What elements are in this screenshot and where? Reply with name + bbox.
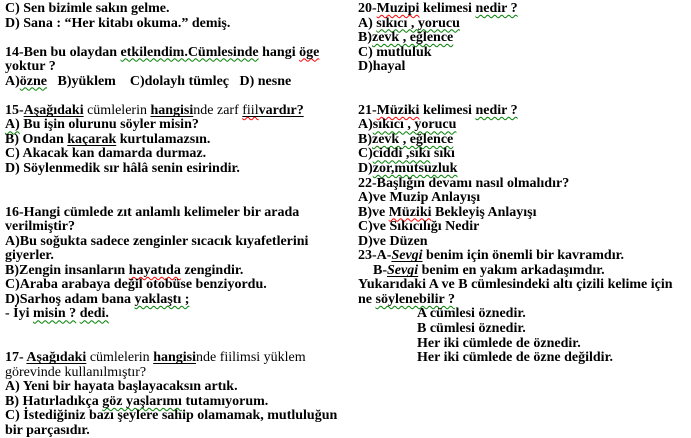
- text-segment: zevk , eğlence: [372, 30, 454, 46]
- text-segment: hangi: [258, 44, 300, 60]
- blank-line: [5, 337, 357, 352]
- text-segment: Her iki cümlede de özne değildir.: [417, 350, 613, 366]
- question-20-option-b: [358, 31, 691, 46]
- question-13-option-d: [5, 17, 357, 32]
- text-segment: zengindir.: [180, 262, 244, 278]
- text-segment: D)hayal: [358, 59, 406, 75]
- text-segment: etkilendim.Cümlesinde: [120, 44, 259, 60]
- question-17-stem-line-1: [5, 351, 357, 366]
- question-15-option-c: [5, 147, 357, 162]
- text-segment: özne: [19, 73, 47, 89]
- text-segment: 21-: [358, 102, 377, 118]
- text-segment: göz yaşlarımı: [102, 393, 182, 409]
- blank-line: [358, 89, 691, 104]
- text-segment: görevinde kullanılmıştır?: [5, 364, 147, 380]
- text-segment: ne: [358, 291, 376, 307]
- text-segment: C)Araba arabaya değil otobüse benziyordu.: [5, 277, 267, 293]
- text-segment: sıkıcı , yorucu: [376, 15, 460, 31]
- question-23-choice-3: [358, 337, 691, 352]
- question-23-choice-4: [358, 351, 691, 366]
- text-segment: Muzipi: [376, 1, 420, 16]
- text-segment: Aşağıdaki: [23, 102, 84, 118]
- question-16-option-a-line-1: [5, 235, 357, 250]
- text-segment: B): [358, 30, 372, 46]
- left-text-column: [5, 2, 357, 438]
- text-segment: C) Akacak kan damarda durmaz.: [5, 146, 207, 162]
- question-23-sentence-b: [358, 264, 691, 279]
- text-segment: C) mutluluk: [358, 44, 432, 60]
- text-segment: hangisi: [150, 102, 194, 118]
- text-segment: A)ve Muzip Anlayışı: [358, 190, 481, 206]
- text-segment: A cümlesi öznedir.: [417, 306, 526, 322]
- text-segment: Sevgi: [387, 262, 419, 278]
- question-23-choice-1: [358, 307, 691, 322]
- text-segment: 17-: [5, 350, 27, 366]
- text-segment: A) Yeni bir hayata başlayacaksın artık.: [5, 379, 238, 395]
- text-segment: D): [358, 161, 373, 177]
- text-segment: giyerler.: [5, 248, 54, 264]
- text-segment: 20-: [358, 1, 377, 16]
- text-segment: A): [358, 117, 373, 133]
- text-segment: cümlelerin: [86, 350, 154, 366]
- text-segment: nedir ?: [475, 1, 518, 16]
- question-20-option-d: [358, 60, 691, 75]
- question-14-options: [5, 75, 357, 90]
- text-segment: benim için önemli bir kavramdır.: [422, 248, 625, 264]
- text-segment: vardır?: [258, 102, 304, 118]
- question-14-stem-line-2: [5, 60, 357, 75]
- text-segment: Bu işin olurunu söyler misin?: [19, 117, 199, 133]
- question-21-option-a: [358, 118, 691, 133]
- text-segment: sıkı: [430, 146, 455, 162]
- question-22-stem: [358, 177, 691, 192]
- text-segment: D) Sana : “Her kitabı okuma.” demiş.: [5, 15, 231, 31]
- text-segment: B)yüklem C)dolaylı tümleç D) nesne: [47, 73, 292, 89]
- question-21-option-c: [358, 147, 691, 162]
- question-20-option-a: [358, 17, 691, 32]
- question-17-option-c-line-2: [5, 424, 357, 438]
- question-22-option-d: [358, 235, 691, 250]
- right-text-column: [358, 2, 691, 366]
- text-segment: sıkıcı , yorucu: [372, 117, 457, 133]
- text-segment: C) Sen bizimle sakın gelme.: [5, 1, 170, 16]
- text-segment: cümlelerin: [83, 102, 151, 118]
- question-13-option-c: [5, 2, 357, 17]
- text-segment: hangisi: [153, 350, 196, 366]
- question-22-option-b: [358, 206, 691, 221]
- text-segment: Bekleyiş Anlayışı: [431, 204, 537, 220]
- text-segment: zor,mutsuzluk: [372, 161, 458, 177]
- text-segment: nedir ?: [475, 102, 518, 118]
- text-segment: kelimesi: [419, 1, 476, 16]
- question-22-option-c: [358, 220, 691, 235]
- text-segment: verilmiştir?: [5, 219, 75, 235]
- text-segment: 16-Hangi cümlede zıt anlamlı kelimeler bir arada: [5, 204, 300, 220]
- text-segment: 14-Ben bu olaydan: [5, 44, 121, 60]
- text-segment: A)Bu soğukta sadece zenginler sıcacık kıyafetlerini: [5, 233, 309, 249]
- text-segment: nde zarf: [193, 102, 243, 118]
- text-segment: 23-A-: [358, 248, 392, 264]
- question-17-stem-line-2: [5, 366, 357, 381]
- text-segment: Aşağıdaki: [26, 350, 87, 366]
- question-23-choice-2: [358, 322, 691, 337]
- question-15-option-a: [5, 118, 357, 133]
- text-segment: B) Hatırladıkça: [5, 393, 103, 409]
- text-segment: C) İstediğiniz bazı şeylere sahip olamamak, mutluluğun: [5, 408, 338, 424]
- question-23-sentence-a: [358, 249, 691, 264]
- question-14-stem-line-1: [5, 46, 357, 61]
- text-segment: A): [5, 73, 20, 89]
- text-segment: Müziki: [388, 204, 432, 220]
- text-segment: öge: [299, 44, 320, 60]
- text-segment: yaklaştı ;: [134, 291, 190, 307]
- text-segment: - İyi: [5, 306, 33, 322]
- question-20-stem: [358, 2, 691, 17]
- text-segment: kurtulamazsın.: [116, 131, 211, 147]
- text-segment: B): [358, 131, 372, 147]
- text-segment: A): [358, 15, 377, 31]
- question-15-option-d: [5, 162, 357, 177]
- blank-line: [358, 75, 691, 90]
- text-segment: A): [5, 117, 20, 133]
- text-segment: benim en yakım arkadaşımdır.: [418, 262, 605, 278]
- text-segment: [242, 103, 258, 118]
- blank-line: [5, 322, 357, 337]
- text-segment: Sevgi: [391, 248, 423, 264]
- text-segment: nde fiilimsi yüklem: [196, 350, 306, 366]
- question-21-option-d: [358, 162, 691, 177]
- question-23-stem-line-2: [358, 293, 691, 308]
- text-segment: söylenebilir ?: [375, 291, 455, 307]
- question-17-option-a: [5, 380, 357, 395]
- blank-line: [5, 177, 357, 192]
- question-16-stem-line-1: [5, 206, 357, 221]
- text-segment: D)ve Düzen: [358, 233, 428, 249]
- question-20-option-c: [358, 46, 691, 61]
- text-segment: fiil: [242, 102, 259, 118]
- question-17-option-c-line-1: [5, 409, 357, 424]
- question-22-option-a: [358, 191, 691, 206]
- text-segment: D)Sarhoş adam bana: [5, 291, 135, 307]
- text-segment: C)ve Sıkıcılığı Nedir: [358, 219, 480, 235]
- question-16-option-d-line-2: [5, 307, 357, 322]
- text-segment: hayatıda: [128, 262, 181, 278]
- question-15-option-b: [5, 133, 357, 148]
- text-segment: kaçarak: [67, 131, 117, 147]
- text-segment: tutamıyorum.: [181, 393, 269, 409]
- question-16-option-a-line-2: [5, 249, 357, 264]
- question-15-stem: [5, 104, 357, 119]
- text-segment: Müziki: [376, 102, 420, 118]
- blank-line: [5, 191, 357, 206]
- question-21-option-b: [358, 133, 691, 148]
- question-23-stem-line-1: [358, 278, 691, 293]
- text-segment: B)ve: [358, 204, 389, 220]
- text-segment: B) Ondan: [5, 131, 68, 147]
- text-segment: B)Zengin insanların: [5, 262, 129, 278]
- blank-line: [5, 89, 357, 104]
- text-segment: 15-: [5, 102, 24, 118]
- text-segment: Her iki cümlede de öznedir.: [417, 335, 581, 351]
- question-16-option-b: [5, 264, 357, 279]
- question-21-stem: [358, 104, 691, 119]
- text-segment: bir parçasıdır.: [5, 422, 90, 438]
- text-segment: B cümlesi öznedir.: [417, 321, 526, 337]
- text-segment: Yukarıdaki A ve B cümlesindeki altı çizili kelime için: [358, 277, 673, 293]
- text-segment: 22-Başlığın devamı nasıl olmalıdır?: [358, 175, 570, 191]
- text-segment: kelimesi: [419, 102, 476, 118]
- blank-line: [5, 31, 357, 46]
- text-segment: ciddi ,sıkı: [372, 146, 431, 162]
- text-segment: dedi.: [79, 306, 109, 322]
- question-16-stem-line-2: [5, 220, 357, 235]
- text-segment: yoktur ?: [5, 59, 56, 75]
- question-16-option-c: [5, 278, 357, 293]
- text-segment: zevk , eğlence: [372, 131, 454, 147]
- text-segment: C): [358, 146, 373, 162]
- text-segment: D) Söylenmedik sır hâlâ senin esirindir.: [5, 161, 240, 177]
- text-segment: B-: [373, 262, 387, 278]
- text-segment: misin ?: [33, 306, 77, 322]
